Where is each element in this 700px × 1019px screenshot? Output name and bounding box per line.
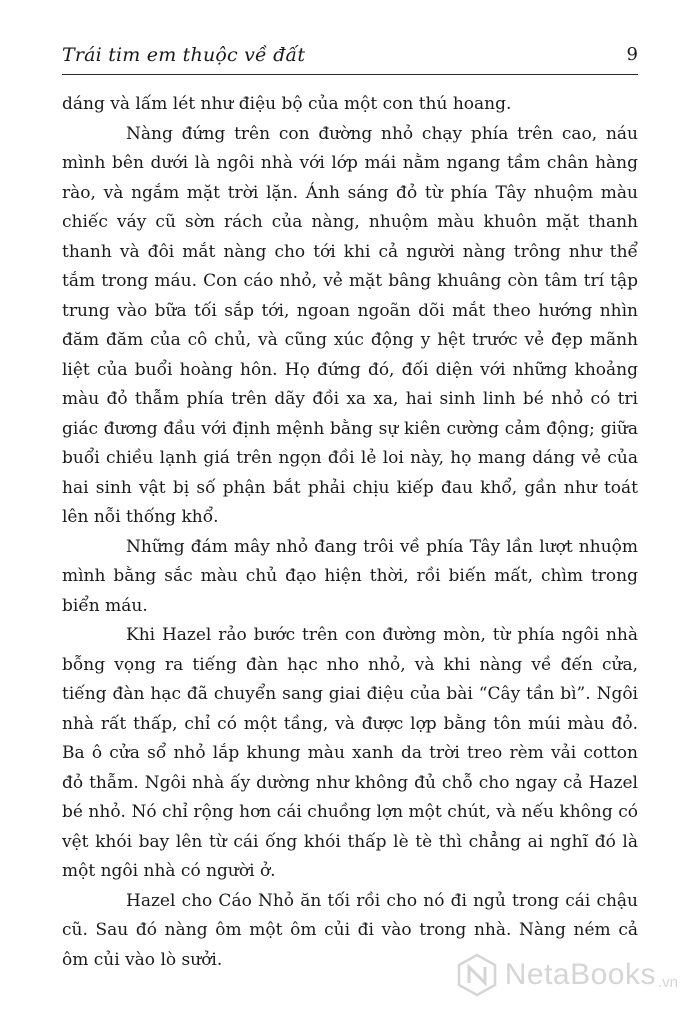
watermark-brand: NetaBooks: [504, 958, 656, 991]
paragraph: Khi Hazel rảo bước trên con đường mòn, từ phía ngôi nhà bỗng vọng ra tiếng đàn hạc nho nhỏ, và khi nàng về đến cửa, tiếng đàn hạc đã chuyển sang giai điệu của bài “Cây tần bì”. Ngôi nhà rất thấp, chỉ có một tầng, và được lợp bằng tôn múi màu đỏ. Ba ô cửa sổ nhỏ lắp khung màu xanh da trời treo rèm vải cotton đỏ thẫm. Ngôi nhà ấy dường như không đủ chỗ cho ngay cả Hazel bé nhỏ. Nó chỉ rộng hơn cái chuồng lợn một chút, và nếu không có vệt khói bay lên từ cái ống khói thấp lè tè thì chẳng ai nghĩ đó là một ngôi nhà có người ở.: [62, 625, 638, 881]
paragraph-continuation: dáng và lấm lét như điệu bộ của một con thú hoang.: [62, 94, 512, 114]
running-header: [62, 44, 638, 75]
paragraph: Những đám mây nhỏ đang trôi về phía Tây lần lượt nhuộm mình bằng sắc màu chủ đạo hiện thời, rồi biến mất, chìm trong biển máu.: [62, 536, 638, 616]
paragraph: Nàng đứng trên con đường nhỏ chạy phía trên cao, náu mình bên dưới là ngôi nhà với lớp mái nằm ngang tầm chân hàng rào, và ngắm mặt trời lặn. Ánh sáng đỏ từ phía Tây nhuộm màu chiếc váy cũ sờn rách của nàng, nhuộm màu khuôn mặt thanh thanh và đôi mắt nàng cho tới khi cả người nàng trông như thể tắm trong máu. Con cáo nhỏ, vẻ mặt bâng khuâng còn tâm trí tập trung vào bữa tối sắp tới, ngoan ngoãn dõi mắt theo hướng nhìn đăm đăm của cô chủ, và cũng xúc động y hệt trước vẻ đẹp mãnh liệt của buổi hoàng hôn. Họ đứng đó, đối diện với những khoảng màu đỏ thẫm phía trên dãy đồi xa xa, hai sinh linh bé nhỏ có tri giác đương đầu với định mệnh bằng sự kiên cường cảm động; giữa buổi chiều lạnh giá trên ngọn đồi lẻ loi này, họ mang dáng vẻ của hai sinh vật bị số phận bắt phải chịu kiếp đau khổ, gần như toát lên nỗi thống khổ.: [62, 123, 638, 527]
paragraph: Hazel cho Cáo Nhỏ ăn tối rồi cho nó đi ngủ trong cái chậu cũ. Sau đó nàng ôm một ôm củi đi vào trong nhà. Nàng ném cả ôm củi vào lò sưởi.: [62, 890, 638, 970]
running-header-title: Trái tim em thuộc về đất: [62, 44, 306, 66]
netabooks-logo-icon: [455, 953, 499, 997]
watermark: [455, 953, 678, 997]
page-number: 9: [626, 44, 638, 65]
watermark-suffix: .vn: [657, 974, 678, 991]
body-text: [62, 90, 638, 975]
